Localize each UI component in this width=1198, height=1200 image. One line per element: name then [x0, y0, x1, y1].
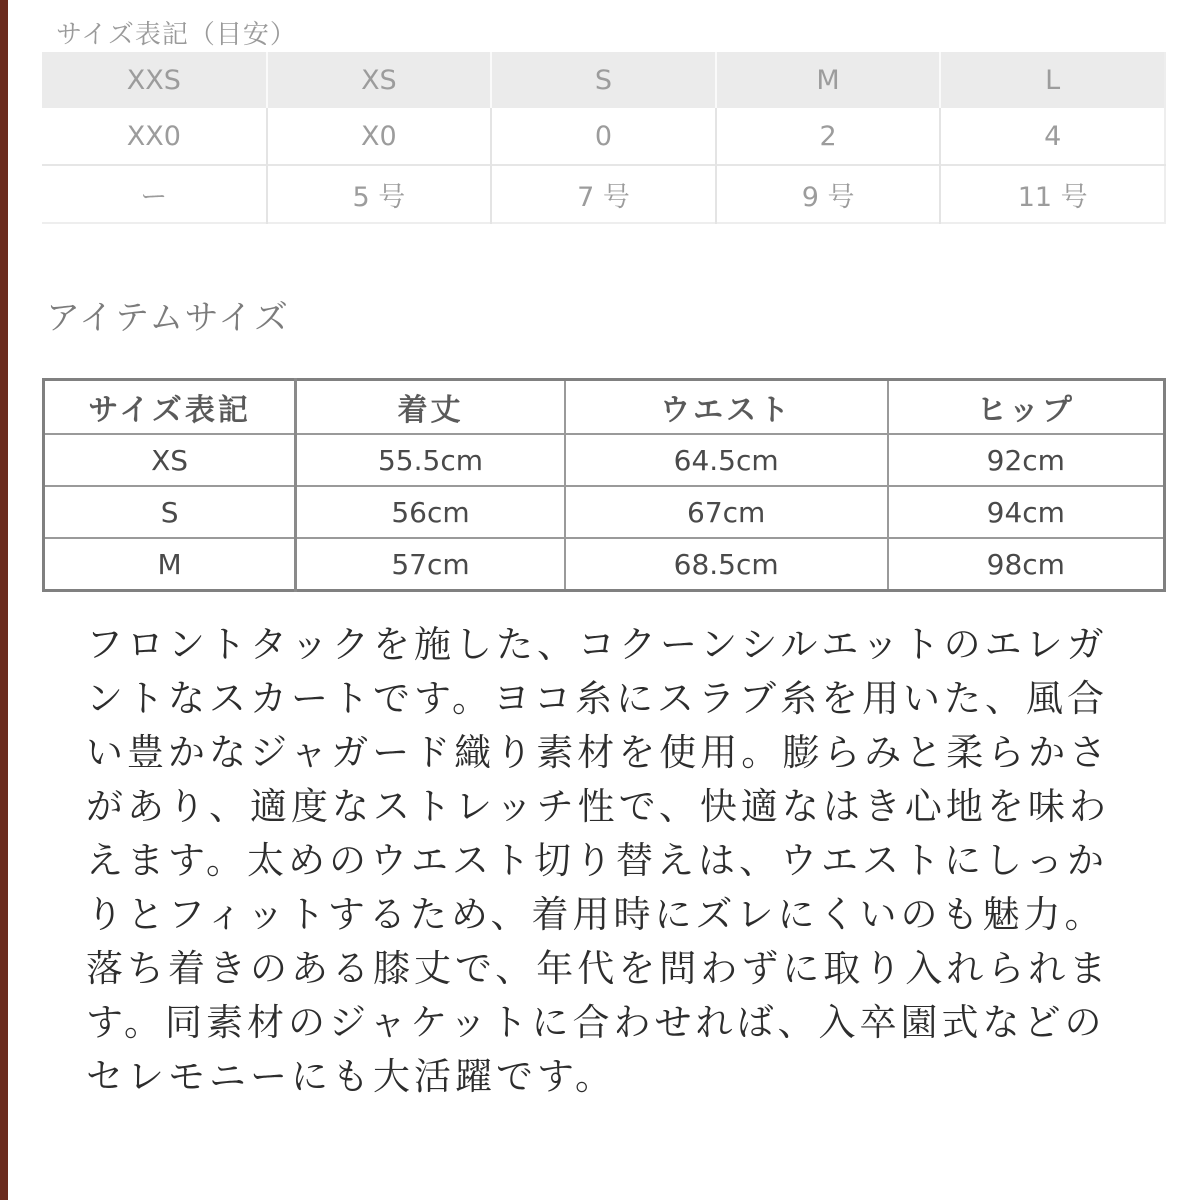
size-guide-cell: L [940, 52, 1165, 108]
description-line: があり、適度なストレッチ性で、快適なはき心地を味わ [86, 785, 1110, 828]
size-guide-cell: ー [42, 165, 267, 223]
size-guide-title: サイズ表記（目安） [56, 20, 297, 50]
item-size-cell: 67cm [565, 486, 888, 538]
left-edge-rule [0, 0, 8, 1200]
item-size-cell: 92cm [888, 434, 1165, 486]
size-guide-cell: 0 [491, 108, 716, 165]
item-size-cell: 57cm [296, 538, 565, 591]
description-line: えます。太めのウエスト切り替えは、ウエストにしっか [86, 839, 1109, 882]
description-line: い豊かなジャガード織り素材を使用。膨らみと柔らかさ [86, 731, 1111, 774]
description-line: 落ち着きのある膝丈で、年代を問わずに取り入れられま [86, 947, 1111, 990]
item-size-cell: 55.5cm [296, 434, 565, 486]
description-line: セレモニーにも大活躍です。 [86, 1055, 617, 1098]
size-guide-cell: XS [267, 52, 492, 108]
item-size-header-cell: 着丈 [296, 380, 565, 435]
item-size-cell: 56cm [296, 486, 565, 538]
size-guide-cell: 4 [940, 108, 1165, 165]
description-line: す。同素材のジャケットに合わせれば、入卒園式などの [86, 1001, 1106, 1044]
item-size-header-cell: ウエスト [565, 380, 888, 435]
item-size-cell: 94cm [888, 486, 1165, 538]
item-size-header-row [44, 380, 1165, 435]
size-guide-cell: 9 号 [716, 165, 941, 223]
item-size-cell: M [44, 538, 296, 591]
item-size-header-cell: サイズ表記 [44, 380, 296, 435]
item-size-cell: XS [44, 434, 296, 486]
product-description [86, 618, 1126, 1104]
item-size-cell: S [44, 486, 296, 538]
size-guide-cell: XX0 [42, 108, 267, 165]
size-guide-cell: XXS [42, 52, 267, 108]
item-size-title: アイテムサイズ [46, 298, 290, 338]
item-size-cell: 64.5cm [565, 434, 888, 486]
item-size-header-cell: ヒップ [888, 380, 1165, 435]
size-guide-cell: S [491, 52, 716, 108]
size-guide-row [42, 165, 1165, 223]
item-size-row [44, 538, 1165, 591]
item-size-cell: 68.5cm [565, 538, 888, 591]
size-guide-cell: 7 号 [491, 165, 716, 223]
description-line: フロントタックを施した、コクーンシルエットのエレガ [86, 623, 1108, 666]
item-size-row [44, 434, 1165, 486]
description-line: ントなスカートです。ヨコ糸にスラブ糸を用いた、風合 [86, 677, 1109, 720]
size-guide-cell: X0 [267, 108, 492, 165]
description-line: りとフィットするため、着用時にズレにくいのも魅力。 [86, 893, 1106, 936]
item-size-row [44, 486, 1165, 538]
item-size-table [42, 378, 1166, 592]
size-guide-cell: 2 [716, 108, 941, 165]
item-size-cell: 98cm [888, 538, 1165, 591]
size-guide-table [42, 52, 1166, 224]
size-guide-cell: 11 号 [940, 165, 1165, 223]
size-guide-row [42, 108, 1165, 165]
size-guide-cell: 5 号 [267, 165, 492, 223]
size-guide-row [42, 52, 1165, 108]
size-guide-cell: M [716, 52, 941, 108]
